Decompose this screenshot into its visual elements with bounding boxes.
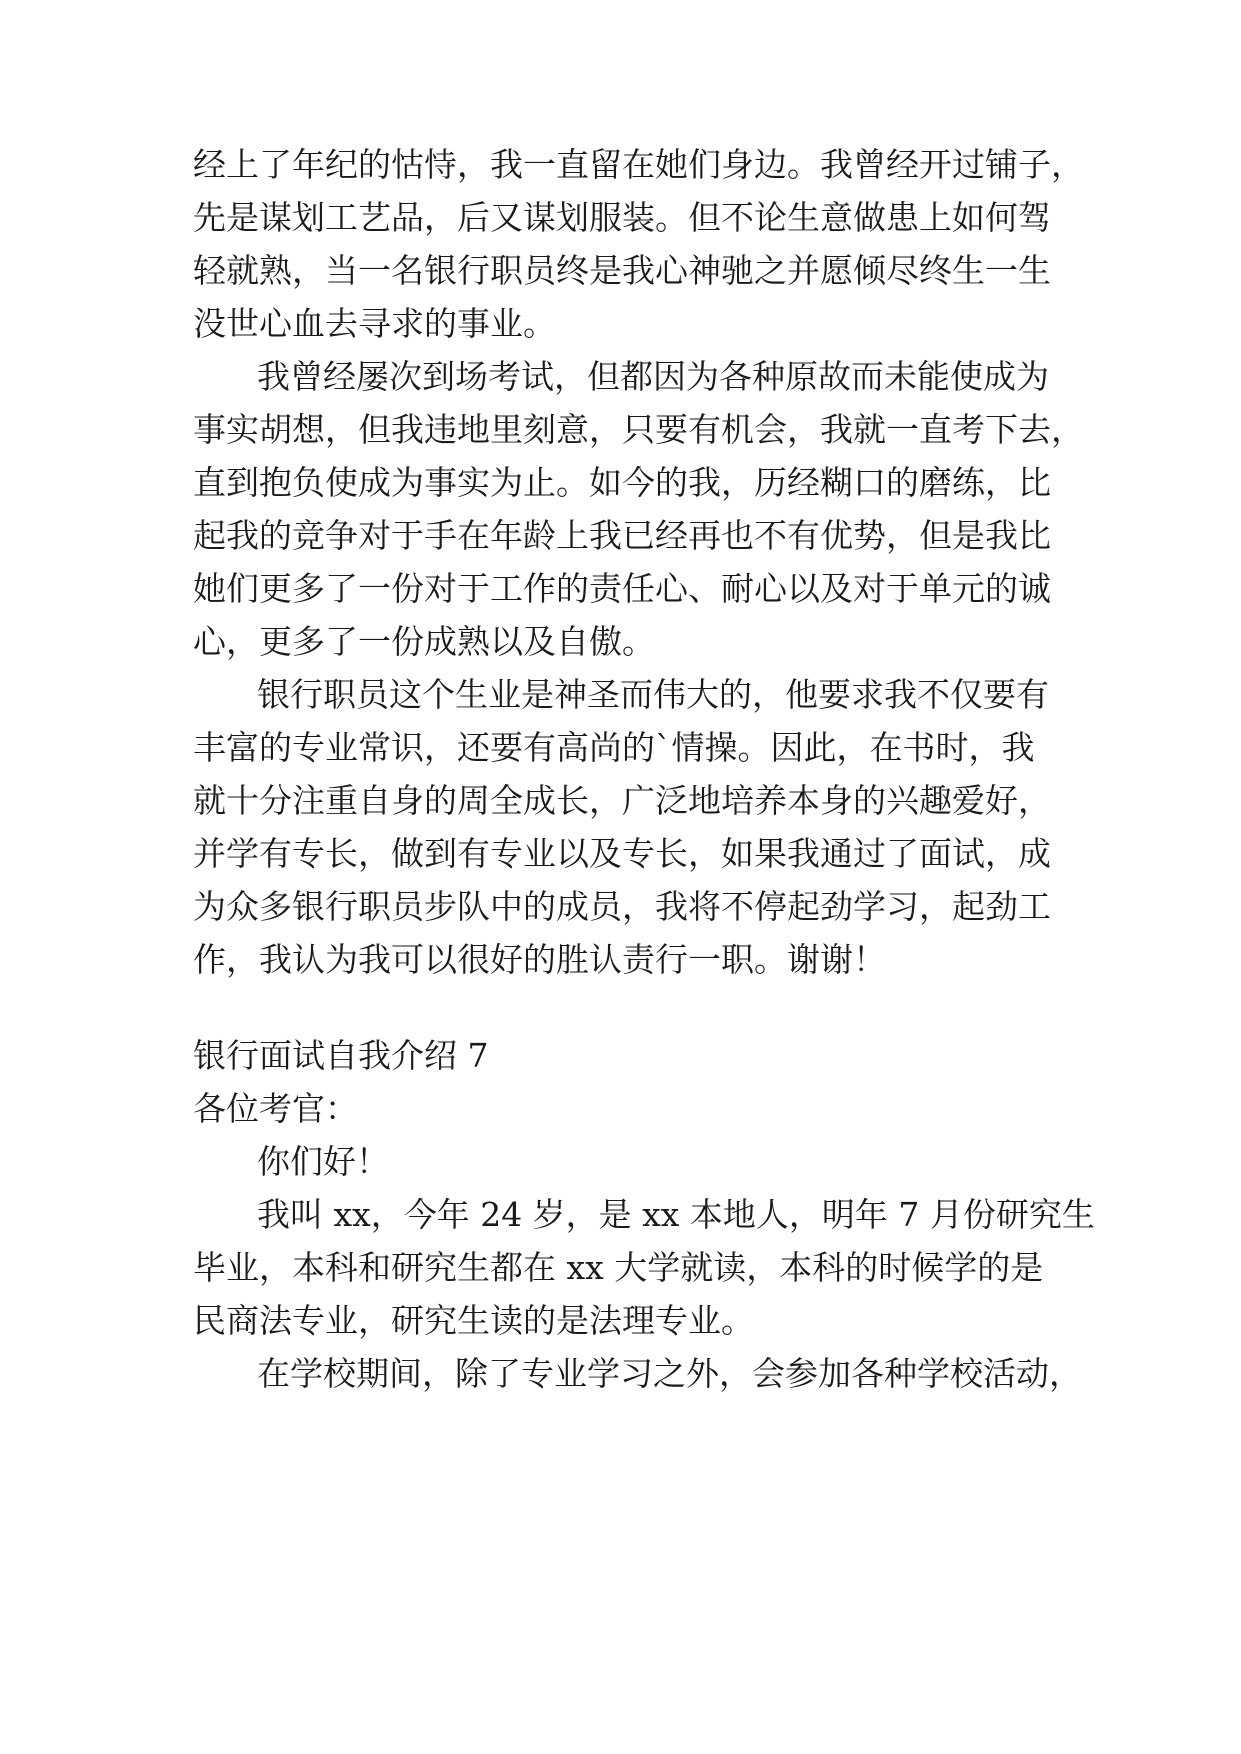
body-text-line: 她们更多了一份对于工作的责任心、耐心以及对于单元的诚 bbox=[193, 569, 1051, 608]
body-text-line: 直到抱负使成为事实为止。如今的我，历经糊口的磨练，比 bbox=[193, 463, 1051, 502]
body-text-line: 起我的竞争对于手在年龄上我已经再也不有优势，但是我比 bbox=[193, 516, 1051, 555]
body-text-line: 毕业，本科和研究生都在 xx 大学就读，本科的时候学的是 bbox=[193, 1248, 1044, 1287]
body-text-line: 没世心血去寻求的事业。 bbox=[193, 304, 556, 343]
paragraph-first-line: 银行职员这个生业是神圣而伟大的，他要求我不仅要有 bbox=[257, 675, 1049, 714]
paragraph-first-line: 在学校期间，除了专业学习之外，会参加各种学校活动， bbox=[257, 1354, 1082, 1393]
body-text-line: 事实胡想，但我违地里刻意，只要有机会，我就一直考下去， bbox=[193, 410, 1084, 449]
salutation: 各位考官： bbox=[193, 1089, 358, 1128]
greeting: 你们好！ bbox=[257, 1142, 389, 1181]
body-text-line: 并学有专长，做到有专业以及专长，如果我通过了面试，成 bbox=[193, 834, 1051, 873]
paragraph-first-line: 我曾经屡次到场考试，但都因为各种原故而未能使成为 bbox=[257, 357, 1049, 396]
paragraph-first-line: 我叫 xx，今年 24 岁，是 xx 本地人，明年 7 月份研究生 bbox=[257, 1195, 1095, 1234]
body-text-line: 为众多银行职员步队中的成员，我将不停起劲学习，起劲工 bbox=[193, 887, 1051, 926]
body-text-line: 丰富的专业常识，还要有高尚的`情操。因此，在书时，我 bbox=[193, 728, 1035, 767]
body-text-line: 经上了年纪的怙恃，我一直留在她们身边。我曾经开过铺子， bbox=[193, 145, 1084, 184]
body-text-line: 就十分注重自身的周全成长，广泛地培养本身的兴趣爱好， bbox=[193, 781, 1051, 820]
body-text-line: 心，更多了一份成熟以及自傲。 bbox=[193, 622, 655, 661]
body-text-line: 民商法专业，研究生读的是法理专业。 bbox=[193, 1301, 754, 1340]
body-text-line: 轻就熟，当一名银行职员终是我心神驰之并愿倾尽终生一生 bbox=[193, 251, 1051, 290]
body-text-line: 作，我认为我可以很好的胜认责行一职。谢谢！ bbox=[193, 940, 886, 979]
section-heading: 银行面试自我介绍 7 bbox=[193, 1036, 489, 1075]
body-text-line: 先是谋划工艺品，后又谋划服装。但不论生意做患上如何驾 bbox=[193, 198, 1051, 237]
